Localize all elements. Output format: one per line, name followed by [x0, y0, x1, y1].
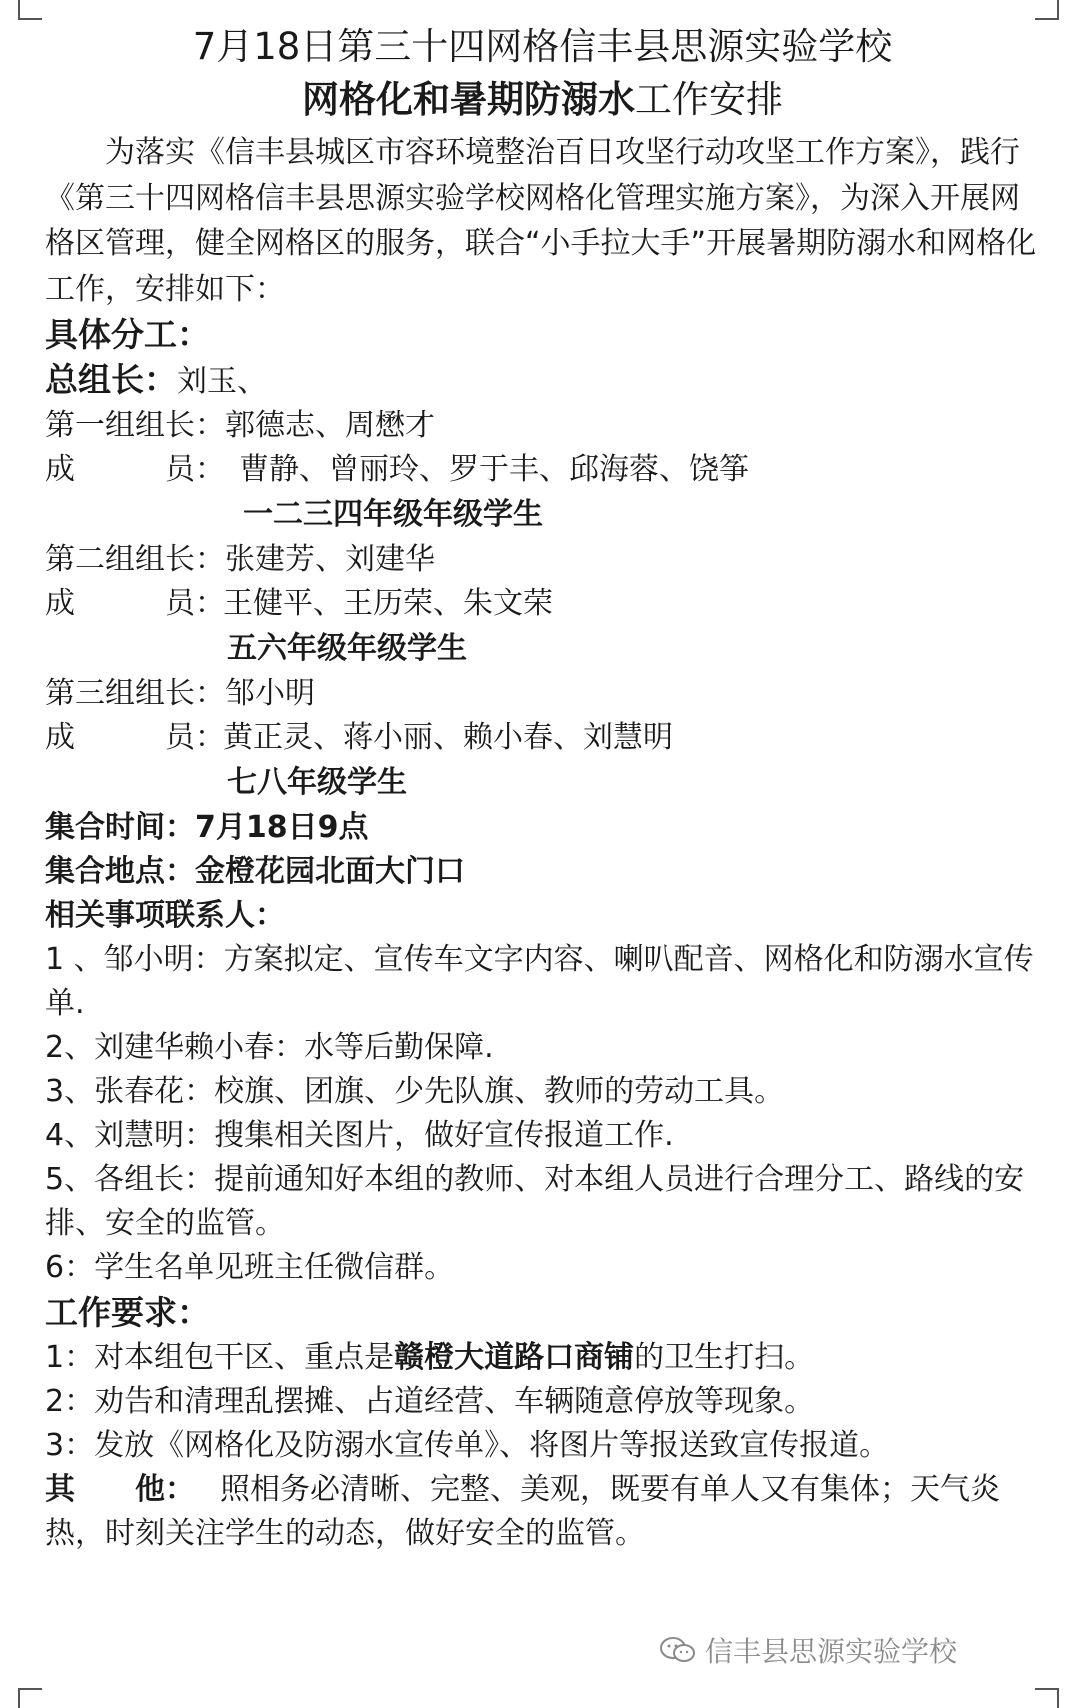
notice-title-bold-part: 网格化和暑期防溺水 [302, 78, 635, 121]
requirement-1-highlight: 赣橙大道路口商铺 [394, 1340, 635, 1375]
group3-member-value: 黄正灵、蒋小丽、赖小春、刘慧明 [223, 720, 673, 755]
contact-item: 2、刘建华赖小春：水等后勤保障. [45, 1030, 494, 1065]
notice-document [45, 22, 1040, 1556]
group3-leader-value: 邹小明 [225, 676, 315, 711]
group2-leader-label: 第二组组长： [45, 542, 225, 577]
requirement-item-3: 3：发放《网格化及防溺水宣传单》、将图片等报送致宣传报道。 [45, 1428, 890, 1463]
group2-leader-line [45, 538, 1040, 582]
contact-item: 1 、邹小明：方案拟定、宣传车文字内容、喇叭配音、网格化和防溺水宣传单. [45, 942, 1034, 1021]
chief-value: 刘玉、 [177, 364, 267, 399]
group2-grade: 五六年级年级学生 [227, 631, 467, 666]
requirements-heading: 工作要求： [45, 1293, 210, 1332]
notice-title-line1: 7月18日第三十四网格信丰县思源实验学校 [192, 25, 893, 68]
crop-mark-top-left [18, 0, 42, 20]
crop-mark-bottom-right [1035, 1688, 1059, 1708]
division-heading: 具体分工： [45, 315, 210, 354]
contact-item: 3、张春花：校旗、团旗、少先队旗、教师的劳动工具。 [45, 1074, 785, 1109]
chief-line [45, 358, 1040, 404]
group2-member-line [45, 582, 1040, 626]
contact-item: 6：学生名单见班主任微信群。 [45, 1250, 455, 1285]
group1-member-line [45, 448, 1040, 492]
contacts-heading: 相关事项联系人： [45, 898, 285, 933]
other-label: 其 他： [45, 1472, 195, 1507]
notice-title-line2 [45, 72, 1040, 128]
contact-item: 4、刘慧明：搜集相关图片，做好宣传报道工作. [45, 1118, 674, 1153]
crop-mark-bottom-left [18, 1688, 42, 1708]
chief-label: 总组长： [45, 360, 177, 399]
crop-mark-top-right [1035, 0, 1059, 20]
group3-grade: 七八年级学生 [227, 765, 407, 800]
meeting-time: 集合时间：7月18日9点 [45, 810, 369, 845]
requirement-item-2: 2：劝告和清理乱摆摊、占道经营、车辆随意停放等现象。 [45, 1384, 815, 1419]
group2-member-label: 成 员： [45, 586, 225, 621]
group1-member-value: 曹静、曾丽玲、罗于丰、邱海蓉、饶筝 [239, 452, 749, 487]
group1-leader-line [45, 404, 1040, 448]
wechat-icon [659, 1636, 697, 1664]
notice-title-rest: 工作安排 [635, 78, 783, 121]
account-watermark [659, 1630, 957, 1670]
other-text: 照相务必清晰、完整、美观，既要有单人又有集体；天气炎热，时刻关注学生的动态，做好安全的监管。 [45, 1472, 1000, 1551]
watermark-text: 信丰县思源实验学校 [704, 1635, 957, 1668]
meeting-place: 集合地点：金橙花园北面大门口 [45, 854, 465, 889]
group2-leader-value: 张建芳、刘建华 [225, 542, 435, 577]
group3-member-label: 成 员： [45, 720, 225, 755]
group1-grade: 一二三四年级年级学生 [243, 497, 543, 532]
requirement-1-post: 的卫生打扫。 [634, 1340, 815, 1375]
intro-paragraph: 为落实《信丰县城区市容环境整治百日攻坚行动攻坚工作方案》，践行《第三十四网格信丰县思源实验学校网格化管理实施方案》，为深入开展网格区管理，健全网格区的服务，联合“小手拉大手”开展暑期防溺水和网格化工作，安排如下： [45, 135, 1037, 307]
group3-leader-line [45, 672, 1040, 716]
group3-leader-label: 第三组组长： [45, 676, 225, 711]
group3-member-line [45, 716, 1040, 760]
other-line [45, 1468, 1040, 1556]
group2-member-value: 王健平、王历荣、朱文荣 [223, 586, 553, 621]
contact-item: 5、各组长：提前通知好本组的教师、对本组人员进行合理分工、路线的安排、安全的监管。 [45, 1162, 1025, 1241]
group1-leader-value: 郭德志、周懋才 [225, 408, 435, 443]
requirement-item-1 [45, 1336, 1040, 1380]
group1-leader-label: 第一组组长： [45, 408, 225, 443]
requirement-1-pre: 1：对本组包干区、重点是 [45, 1340, 395, 1375]
group1-member-label: 成 员： [45, 452, 225, 487]
